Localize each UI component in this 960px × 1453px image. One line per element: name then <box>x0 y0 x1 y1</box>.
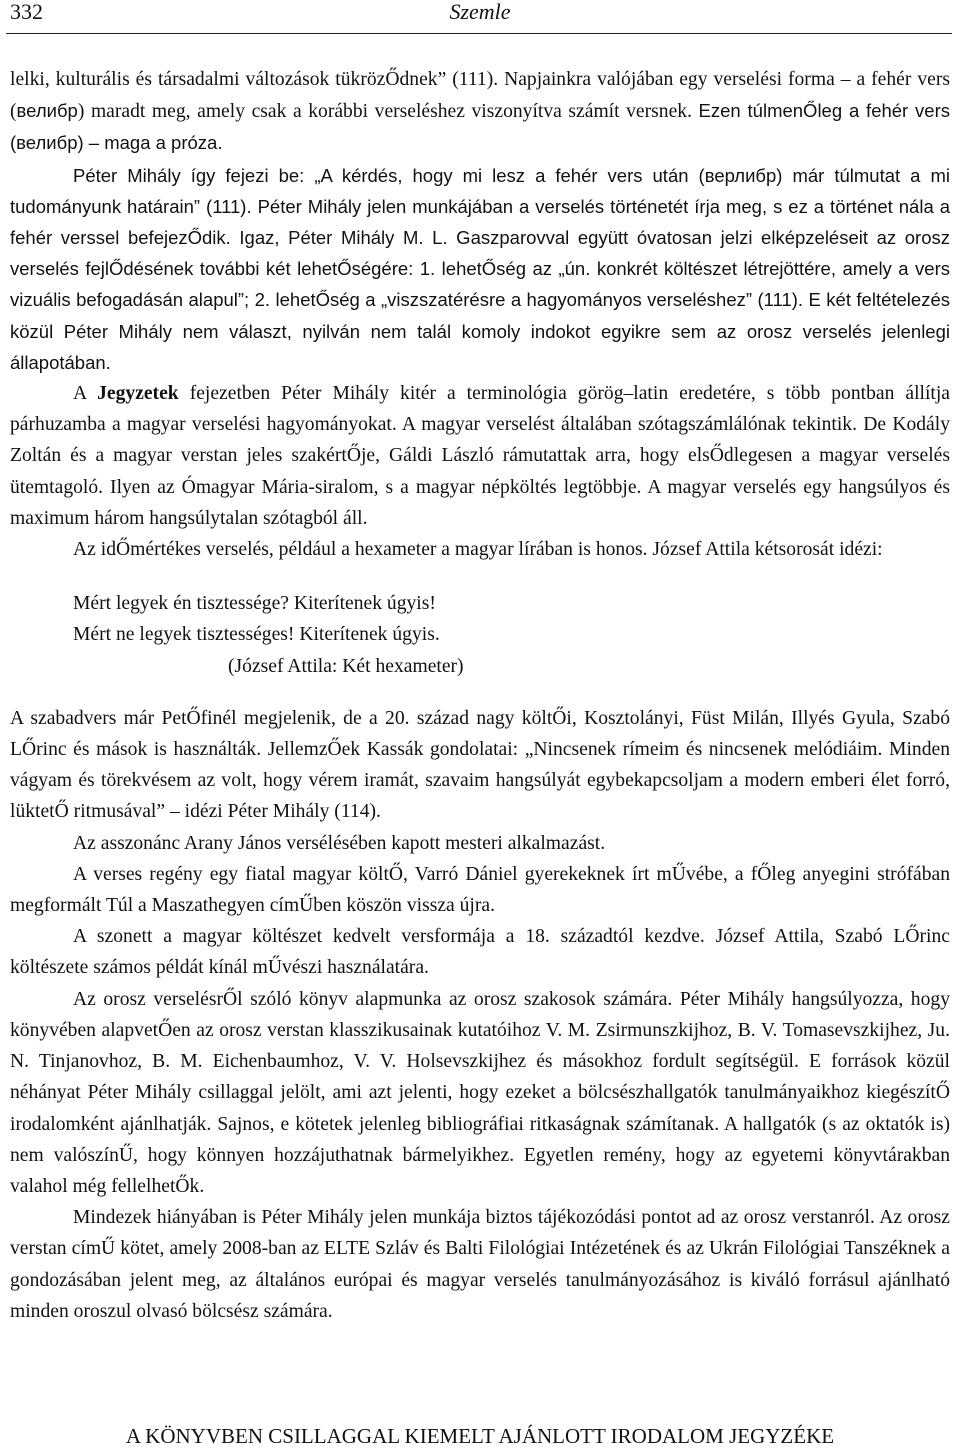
section-heading: A KÖNYVBEN CSILLAGGAL KIEMELT AJÁNLOTT IRODALOM JEGYZÉKE <box>125 1424 835 1448</box>
p2-text-b: ) már túlmutat a mi tudományunk határain” (111). <box>10 164 950 217</box>
paragraph-8: A szonett a magyar költészet kedvelt versformája a 18. századtól kezdve. József Attila, Szabó LŐrinc költészete számos példát kínál mŰvészi használatára. <box>10 926 950 979</box>
page-header <box>0 0 960 36</box>
p2-text-c: Péter Mihály jelen munkájában a verselés történetét írja meg, s ez a történet nála a fehér verssel befejezŐdik. Igaz, Péter Mihály M. L. Gaszparovval együtt óvatosan jelzi elképzeléseit az orosz verselés fejlŐdésének további két lehetŐségére: 1. lehetŐség az „ún. konkrét költészet létrejöttére, amely a vers vizuális befogadásán alapul”; 2. lehetŐség a „viszszatérésre a hagyományos verseléshez” (111). E két feltételezés közül Péter Mihály nem választ, nyilván nem talál komoly indokot egyikre sem az orosz verselés jelenlegi állapotában. <box>10 195 951 373</box>
p3-text-b: fejezetben Péter Mihály kitér a terminológia görög–latin eredetére, s több pontban állítja párhuzamba a magyar verselési hagyományokat. A magyar verselést általában szótagszámlálónak tekintik. De Kodály Zoltán és a magyar verstan jeles szakértŐje, Gáldi László rámutattak arra, hogy elsŐdlegesen a magyar verselés ütemtagoló. Ilyen az Ómagyar Mária-siralom, s a magyar népköltés legtöbbje. A magyar verselés egy hangsúlyos és maximum három hangsúlytalan szótagból áll. <box>10 383 950 529</box>
jegyzetek-term: Jegyzetek <box>97 383 179 405</box>
p1-text-c: Ezen túlmenŐleg a fehér vers ( <box>10 100 950 154</box>
running-title: Szemle <box>449 0 511 24</box>
p1-text-a: lelki, kulturális és társadalmi változások tükrözŐdnek” (111). Napjainkra valójában egy verselési forma – a fehér vers ( <box>10 69 950 123</box>
poem-source: (József Attila: Két hexameter) <box>228 655 464 677</box>
poem-line-2: Mért ne legyek tisztességes! Kiterítenek úgyis. <box>73 624 440 646</box>
russian-term-velibr-2: велибр <box>16 132 78 154</box>
p1-text-d: ) – maga a próza. <box>77 132 223 154</box>
paragraph-3 <box>10 378 950 534</box>
poem-line-1: Mért legyek én tisztessége? Kiterítenek úgyis! <box>73 593 436 615</box>
russian-term-verlibr: верлибр <box>704 164 777 186</box>
p2-text-a: Péter Mihály így fejezi be: „A kérdés, hogy mi lesz a fehér vers után ( <box>73 164 705 186</box>
paragraph-5: A szabadvers már PetŐfinél megjelenik, de a 20. század nagy költŐi, Kosztolányi, Füst Milán, Illyés Gyula, Szabó LŐrinc és mások is használták. JellemzŐek Kassák gondolatai: „Nincsenek rímeim és nincsenek melódiáim. Minden vágyam és törekvésem az volt, hogy vérem iramát, szavaim hangsúlyát egybekapcsoljam a modern emberi élet forró, lüktetŐ ritmusával” – idézi Péter Mihály (114). <box>10 707 950 823</box>
paragraph-1 <box>10 64 950 160</box>
poem-quote <box>10 588 950 682</box>
p3-text-a: A <box>73 383 98 405</box>
article-body <box>10 64 950 1327</box>
paragraph-4: Az idŐmértékes verselés, például a hexameter a magyar lírában is honos. József Attila kétsorosát idézi: <box>73 539 883 561</box>
paragraph-2 <box>10 160 950 378</box>
paragraph-7: A verses regény egy fiatal magyar költŐ, Varró Dániel gyerekeknek írt mŰvébe, a fŐleg anyegini strófában megformált Túl a Maszathegyen címŰben köszön vissza újra. <box>10 863 950 917</box>
paragraph-10: Mindezek hiányában is Péter Mihály jelen munkája biztos tájékozódási pontot ad az orosz verstanról. Az orosz verstan címŰ kötet, amely 2008-ban az ELTE Szláv és Balti Filológiai Intézetének és az Ukrán Filológiai Tanszéknek a gondozásában jelent meg, az általános európai és magyar verselés tanulmányozásához is kiváló forrásul ajánlható minden oroszul olvasó bölcsész számára. <box>10 1207 950 1322</box>
page-number: 332 <box>10 0 43 24</box>
spacer <box>10 692 950 703</box>
p1-text-b: ) maradt meg, amely csak a korábbi verseléshez viszonyítva számít versnek. <box>77 101 699 123</box>
paragraph-6: Az asszonánc Arany János versélésében kapott mesteri alkalmazást. <box>73 832 606 854</box>
russian-term-velibr: велибр <box>16 100 78 122</box>
header-rule <box>6 33 952 34</box>
paragraph-9: Az orosz verselésrŐl szóló könyv alapmunka az orosz szakosok számára. Péter Mihály hangsúlyozza, hogy könyvében alapvetŐen az orosz verstan klasszikusainak kutatóihoz V. M. Zsirmunszkijhoz, B. V. Tomasevszkijhez, Ju. N. Tinjanovhoz, B. M. Eichenbaumhoz, V. V. Holsevszkijhez és másokhoz fordult segítségül. E források közül néhányat Péter Mihály csillaggal jelölt, ami azt jelenti, hogy ezeket a bölcsészhallgatók tanulmányaikhoz kiegészítŐ irodalomként ajánlhatják. Sajnos, e kötetek jelenleg bibliográfiai ritkaságnak számítanak. A hallgatók (s az oktatók is) nem valószínŰ, hogy könnyen hozzájuthatnak bármelyikhez. Egyetlen remény, hogy az egyetemi könyvtárakban valahol még fellelhetŐk. <box>10 988 950 1197</box>
